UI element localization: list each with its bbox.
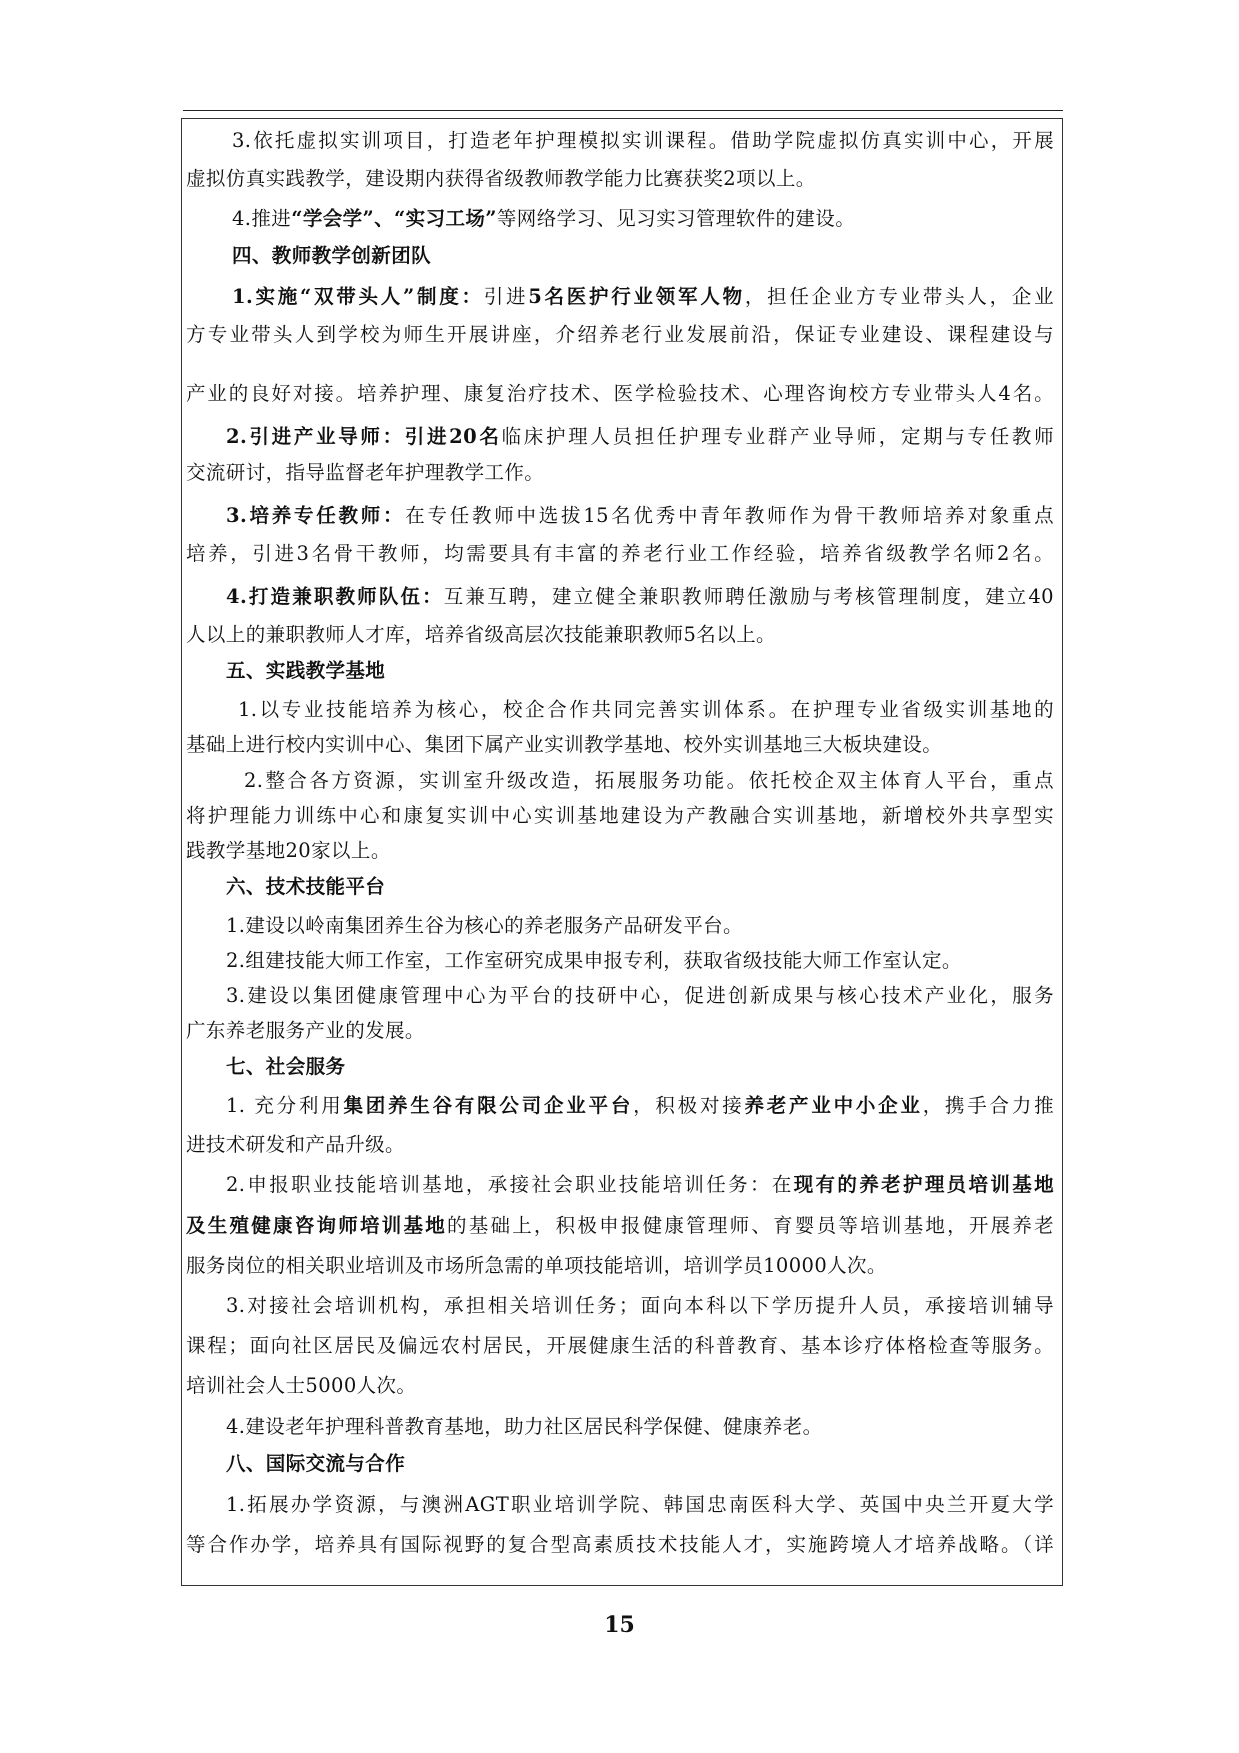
text-segment: 培训社会人士5000人次。 — [186, 1374, 417, 1397]
text-segment: 2.组建技能大师工作室，工作室研究成果申报专利，获取省级技能大师工作室认定。 — [226, 949, 962, 972]
text-segment: 培养，引进3名骨干教师，均需要具有丰富的养老行业工作经验，培养省级教学名师2名。 — [186, 542, 1054, 565]
bold-text-segment: “学会学”、“实习工场” — [291, 207, 497, 230]
text-segment: 等合作办学，培养具有国际视野的复合型高素质技术技能人才，实施跨境人才培养战略。（详 — [186, 1533, 1054, 1556]
bold-text-segment: 3.培养专任教师： — [226, 504, 406, 527]
text-segment: ，积极对接 — [633, 1094, 745, 1117]
text-line — [232, 128, 1054, 154]
text-segment: 2.申报职业技能培训基地，承接社会职业技能培训任务：在 — [226, 1173, 794, 1196]
text-line — [226, 503, 1054, 529]
text-segment: 3.建设以集团健康管理中心为平台的技研中心，促进创新成果与核心技术产业化，服务 — [226, 984, 1054, 1007]
text-segment: 4.建设老年护理科普教育基地，助力社区居民科学保健、健康养老。 — [226, 1415, 823, 1438]
text-line — [226, 913, 743, 939]
bold-text-segment: 养老产业中小企业 — [744, 1094, 923, 1117]
bold-text-segment: 现有的养老护理员培训基地 — [793, 1173, 1054, 1196]
text-line — [186, 381, 1054, 407]
text-line — [186, 803, 1054, 829]
text-segment: 五、实践教学基地 — [226, 659, 386, 682]
text-line — [238, 697, 1054, 723]
text-line — [186, 166, 816, 192]
text-segment: 1.拓展办学资源，与澳洲AGT职业培训学院、韩国忠南医科大学、英国中央兰开夏大学 — [226, 1493, 1054, 1516]
text-line — [186, 732, 942, 758]
bold-text-segment: 5名医护行业领军人物 — [528, 285, 745, 308]
text-line — [226, 1172, 1054, 1198]
bold-text-segment: 集团养生谷有限公司企业平台 — [343, 1094, 634, 1117]
text-line — [186, 1373, 416, 1399]
text-line — [226, 1093, 1054, 1119]
text-segment: 践教学基地20家以上。 — [186, 839, 391, 862]
bold-text-segment: 2.引进产业导师：引进20名 — [226, 425, 502, 448]
text-line — [226, 1414, 823, 1440]
text-line — [186, 1213, 1054, 1239]
text-segment: 3.对接社会培训机构，承担相关培训任务；面向本科以下学历提升人员，承接培训辅导 — [226, 1294, 1054, 1317]
text-segment: 七、社会服务 — [226, 1055, 346, 1078]
text-segment: 引进 — [483, 285, 529, 308]
text-line — [226, 1492, 1054, 1518]
bold-text-segment: 1.实施“双带头人”制度： — [232, 285, 484, 308]
section-heading — [226, 1054, 345, 1080]
section-heading — [226, 1451, 405, 1477]
text-line — [226, 983, 1054, 1009]
text-line — [186, 838, 391, 864]
text-line — [186, 622, 776, 648]
text-segment: 交流研讨，指导监督老年护理教学工作。 — [186, 461, 545, 484]
text-segment: 2.整合各方资源，实训室升级改造，拓展服务功能。依托校企双主体育人平台，重点 — [244, 769, 1054, 792]
text-segment: 互兼互聘，建立健全兼职教师聘任激励与考核管理制度，建立40 — [443, 585, 1054, 608]
text-segment: 基础上进行校内实训中心、集团下属产业实训教学基地、校外实训基地三大板块建设。 — [186, 733, 943, 756]
text-segment: 人以上的兼职教师人才库，培养省级高层次技能兼职教师5名以上。 — [186, 623, 776, 646]
text-line — [186, 460, 544, 486]
page-number: 15 — [604, 1612, 635, 1638]
text-segment: 等网络学习、见习实习管理软件的建设。 — [496, 207, 856, 230]
section-heading — [226, 658, 385, 684]
text-line — [186, 1253, 887, 1279]
text-segment: ，担任企业方专业带头人，企业 — [744, 285, 1054, 308]
text-segment: 的基础上，积极申报健康管理师、育婴员等培训基地，开展养老 — [446, 1214, 1054, 1237]
text-segment: 课程；面向社区居民及偏远农村居民，开展健康生活的科普教育、基本诊疗体格检查等服务。 — [186, 1334, 1054, 1357]
text-segment: 广东养老服务产业的发展。 — [186, 1019, 425, 1042]
text-segment: 将护理能力训练中心和康复实训中心实训基地建设为产教融合实训基地，新增校外共享型实 — [186, 804, 1054, 827]
text-line — [186, 1532, 1054, 1558]
text-line — [226, 1293, 1054, 1319]
text-segment: 在专任教师中选拔15名优秀中青年教师作为骨干教师培养对象重点 — [405, 504, 1054, 527]
text-line — [186, 541, 1054, 567]
text-line — [186, 1132, 405, 1158]
text-segment: 产业的良好对接。培养护理、康复治疗技术、医学检验技术、心理咨询校方专业带头人4名。 — [186, 382, 1054, 405]
text-line — [226, 584, 1054, 610]
text-segment: 临床护理人员担任护理专业群产业导师，定期与专任教师 — [501, 425, 1054, 448]
text-segment: 四、教师教学创新团队 — [232, 244, 432, 267]
text-segment: 方专业带头人到学校为师生开展讲座，介绍养老行业发展前沿，保证专业建设、课程建设与 — [186, 323, 1054, 346]
text-segment: 八、国际交流与合作 — [226, 1452, 406, 1475]
section-heading — [226, 874, 385, 900]
text-line — [226, 948, 962, 974]
text-segment: 进技术研发和产品升级。 — [186, 1133, 405, 1156]
header-rule — [183, 110, 1063, 111]
text-line — [244, 768, 1054, 794]
bold-text-segment: 4.打造兼职教师队伍： — [226, 585, 444, 608]
text-segment: 1. 充分利用 — [226, 1094, 344, 1117]
text-segment: 1.建设以岭南集团养生谷为核心的养老服务产品研发平台。 — [226, 914, 743, 937]
text-segment: 4.推进 — [232, 207, 292, 230]
bold-text-segment: 及生殖健康咨询师培训基地 — [186, 1214, 447, 1237]
text-line — [186, 1333, 1054, 1359]
text-line — [226, 424, 1054, 450]
text-segment: 虚拟仿真实践教学，建设期内获得省级教师教学能力比赛获奖2项以上。 — [186, 167, 816, 190]
text-line — [232, 206, 855, 232]
text-segment: 1.以专业技能培养为核心，校企合作共同完善实训体系。在护理专业省级实训基地的 — [238, 698, 1054, 721]
text-segment: ，携手合力推 — [922, 1094, 1055, 1117]
text-line — [186, 1018, 425, 1044]
text-line — [186, 322, 1054, 348]
section-heading — [232, 243, 431, 269]
text-segment: 3.依托虚拟实训项目，打造老年护理模拟实训课程。借助学院虚拟仿真实训中心，开展 — [232, 129, 1054, 152]
text-segment: 服务岗位的相关职业培训及市场所急需的单项技能培训，培训学员10000人次。 — [186, 1254, 887, 1277]
text-line — [232, 284, 1054, 310]
text-segment: 六、技术技能平台 — [226, 875, 386, 898]
